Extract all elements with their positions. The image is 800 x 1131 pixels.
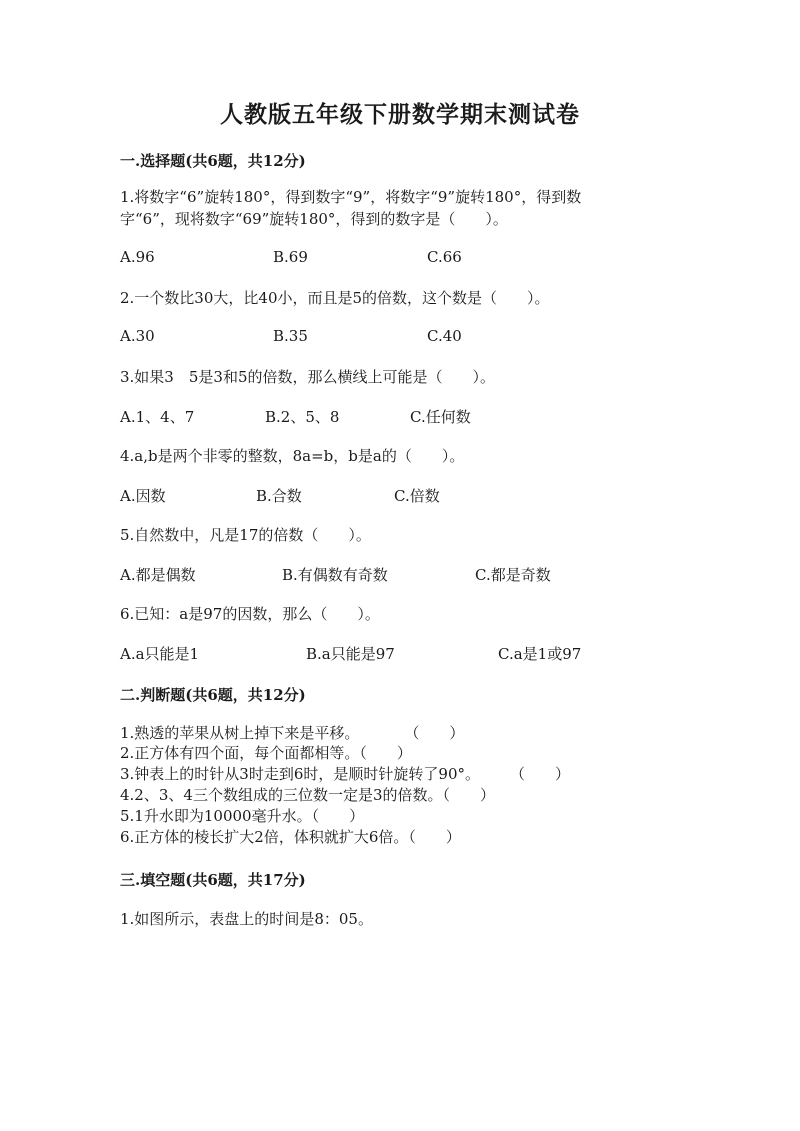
- judge-item-3: 3.钟表上的时针从3时走到6时，是顺时针旋转了90°。 （ ）: [120, 765, 570, 783]
- section-heading-choice: 一.选择题(共6题，共12分): [120, 152, 306, 170]
- judge-item-1: 1.熟透的苹果从树上掉下来是平移。 （ ）: [120, 724, 465, 742]
- option-b: B.有偶数有奇数: [282, 566, 388, 584]
- question-1: [120, 186, 680, 230]
- question-4: 4.a,b是两个非零的整数，8a=b，b是a的（ ）。: [120, 447, 465, 465]
- option-b: B.2、5、8: [265, 408, 340, 426]
- option-a: A.30: [120, 327, 155, 345]
- section-heading-fill: 三.填空题(共6题，共17分): [120, 871, 306, 889]
- judge-item-4: 4.2、3、4三个数组成的三位数一定是3的倍数。（ ）: [120, 786, 495, 804]
- question-6: 6.已知：a是97的因数，那么（ ）。: [120, 605, 380, 623]
- page-title: 人教版五年级下册数学期末测试卷: [220, 101, 580, 128]
- options-row-1: [120, 248, 680, 270]
- option-a: A.96: [120, 248, 155, 266]
- option-b: B.a只能是97: [306, 645, 395, 663]
- option-a: A.a只能是1: [120, 645, 200, 663]
- question-text-line: 字“6”，现将数字“69”旋转180°，得到的数字是（ ）。: [120, 210, 508, 228]
- options-row-4: [120, 485, 680, 507]
- option-a: A.因数: [120, 487, 166, 505]
- fill-item-1: 1.如图所示，表盘上的时间是8：05。: [120, 910, 373, 928]
- option-c: C.a是1或97: [498, 645, 582, 663]
- judge-item-5: 5.1升水即为10000毫升水。（ ）: [120, 807, 365, 825]
- option-c: C.都是奇数: [475, 566, 551, 584]
- section-heading-judge: 二.判断题(共6题，共12分): [120, 686, 306, 704]
- option-b: B.合数: [256, 487, 302, 505]
- option-c: C.40: [427, 327, 462, 345]
- option-c: C.66: [427, 248, 462, 266]
- option-a: A.1、4、7: [120, 408, 195, 426]
- options-row-3: [120, 406, 680, 428]
- option-a: A.都是偶数: [120, 566, 196, 584]
- options-row-5: [120, 564, 680, 586]
- option-b: B.69: [273, 248, 308, 266]
- option-c: C.倍数: [394, 487, 440, 505]
- options-row-6: [120, 643, 680, 665]
- question-5: 5.自然数中，凡是17的倍数（ ）。: [120, 526, 371, 544]
- option-c: C.任何数: [410, 408, 471, 426]
- judge-item-2: 2.正方体有四个面，每个面都相等。（ ）: [120, 744, 412, 762]
- question-3: 3.如果3 5是3和5的倍数，那么横线上可能是（ ）。: [120, 368, 495, 386]
- judge-item-6: 6.正方体的棱长扩大2倍，体积就扩大6倍。（ ）: [120, 828, 461, 846]
- option-b: B.35: [273, 327, 308, 345]
- question-text-line: 1.将数字“6”旋转180°，得到数字“9”，将数字“9”旋转180°，得到数: [120, 188, 582, 206]
- options-row-2: [120, 327, 680, 349]
- question-2: 2.一个数比30大，比40小，而且是5的倍数，这个数是（ ）。: [120, 289, 550, 307]
